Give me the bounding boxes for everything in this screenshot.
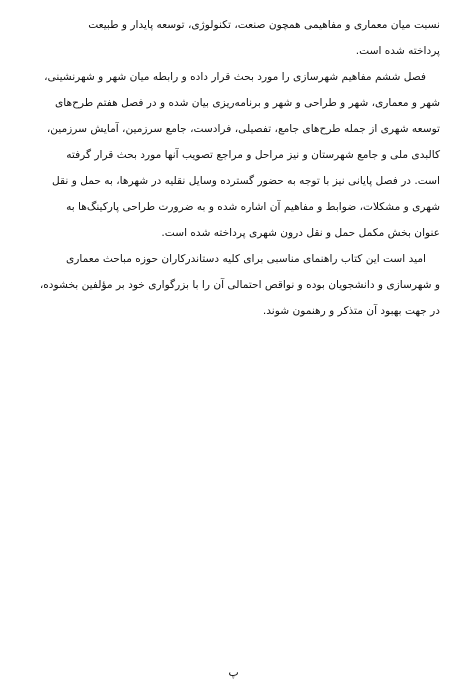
text-line: کالبدی ملی و جامع شهرستان و نیز مراحل و مراجع تصویب آنها مورد بحث قرار گرفته [66, 149, 440, 161]
text-line: فصل ششم مفاهیم شهرسازی را مورد بحث قرار داده و رابطه میان شهر و شهرنشینی، [44, 71, 426, 83]
text-line: شهری و مشکلات، ضوابط و مفاهیم آن اشاره شده و به ضرورت طراحی پارکینگ‌ها به [66, 201, 440, 213]
text-line: توسعه شهری از جمله طرح‌های جامع، تفصیلی، فرادست، جامع سرزمین، آمایش سرزمین، [46, 123, 440, 135]
body-text [28, 12, 440, 324]
text-line: و شهرسازی و دانشجویان بوده و نواقص احتمالی آن را با بزرگواری خود بر مؤلفین بخشوده، [39, 279, 440, 291]
text-line: عنوان بخش مکمل حمل و نقل درون شهری پرداخته شده است. [161, 227, 440, 239]
text-line: در جهت بهبود آن متذکر و رهنمون شوند. [262, 305, 440, 317]
text-line: امید است این کتاب راهنمای مناسبی برای کلیه دستاندرکاران حوزه مباحث معماری [65, 253, 426, 265]
text-line: نسبت میان معماری و مفاهیمی همچون صنعت، تکنولوژی، توسعه پایدار و طبیعت [88, 19, 440, 31]
text-line: شهر و معماری، شهر و طراحی و شهر و برنامه‌ریزی بیان شده و در فصل هفتم طرح‌های [54, 97, 440, 109]
text-line: پرداخته شده است. [355, 45, 440, 57]
text-line: است. در فصل پایانی نیز با توجه به حضور گسترده وسایل نقلیه در شهرها، به حمل و نقل [52, 175, 440, 187]
page-number: پ [228, 666, 239, 679]
